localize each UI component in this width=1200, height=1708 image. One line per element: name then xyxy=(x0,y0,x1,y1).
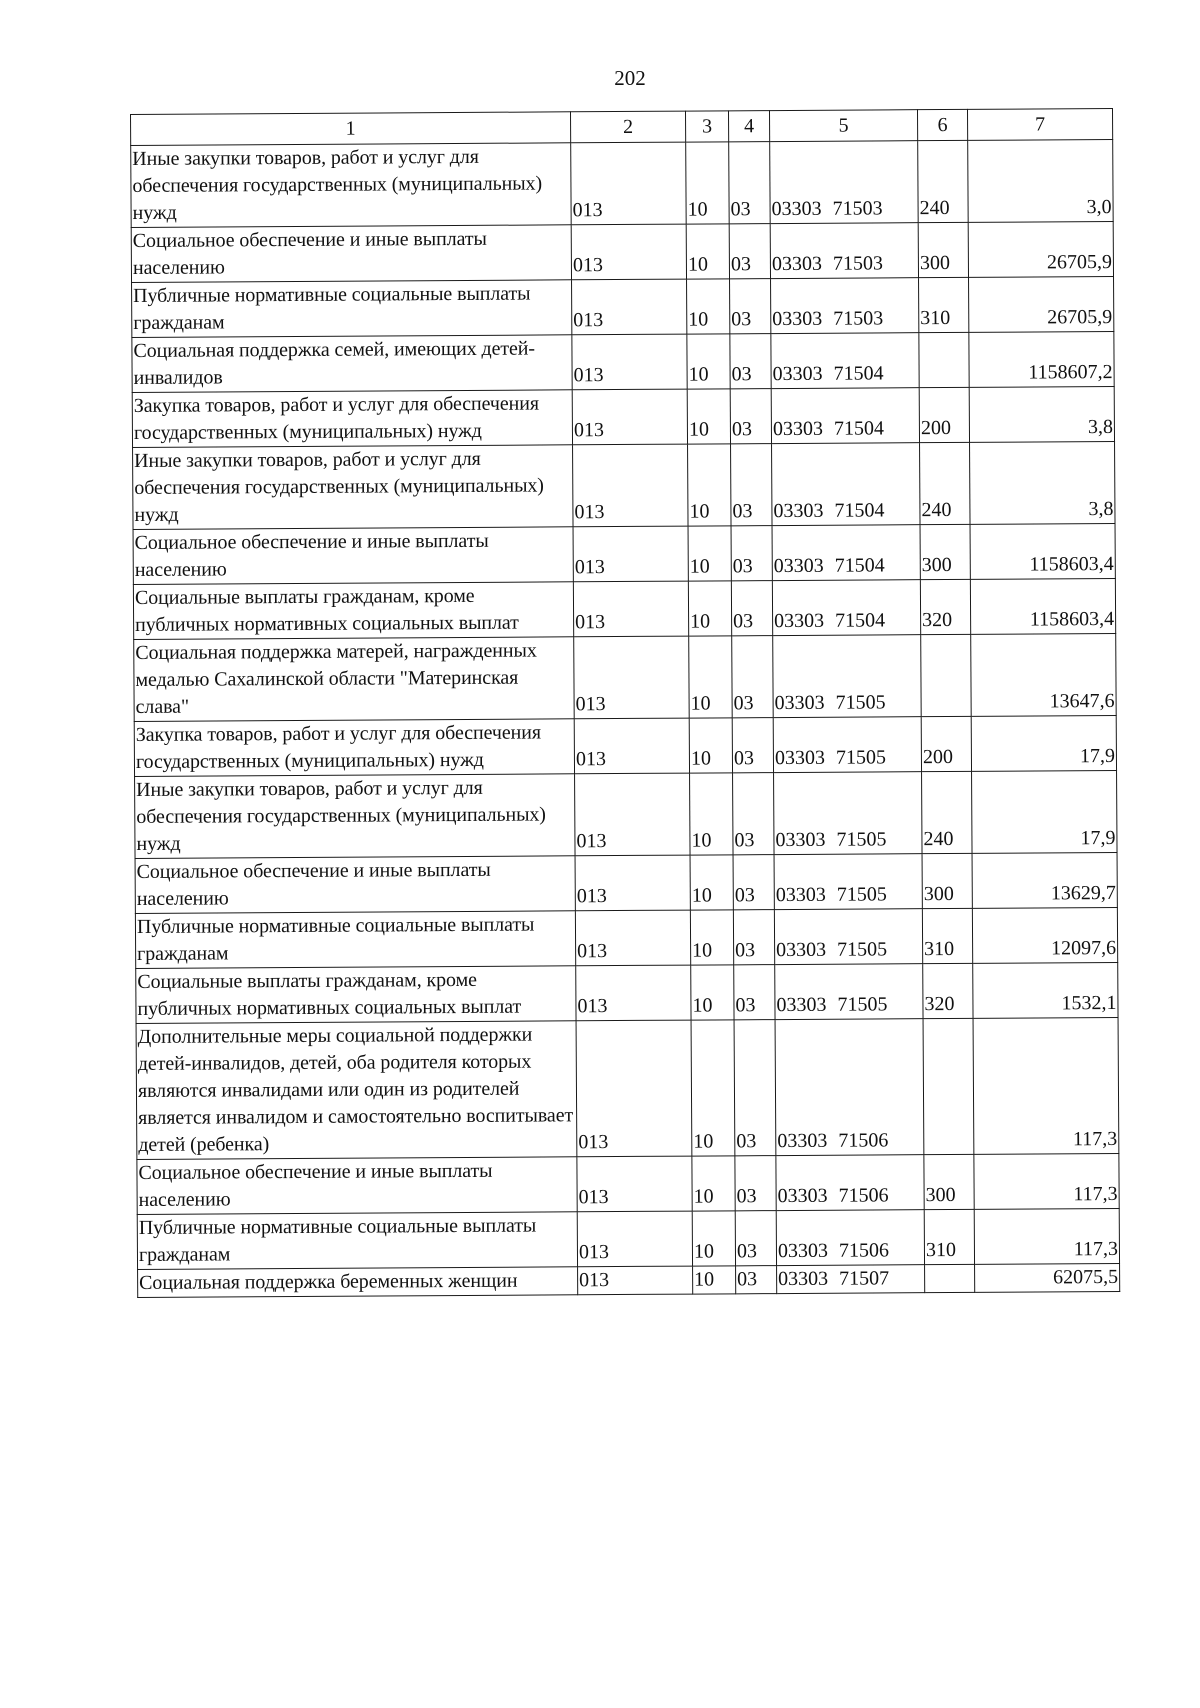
row-target-article-cell: 03303 71504 xyxy=(771,388,919,444)
row-section-cell: 10 xyxy=(686,142,730,224)
row-subsection-cell: 03 xyxy=(731,526,772,581)
row-expense-type-cell: 240 xyxy=(920,442,971,524)
row-section-cell: 10 xyxy=(691,1020,735,1156)
row-subsection-cell: 03 xyxy=(733,855,774,910)
row-ministry-cell: 013 xyxy=(574,718,689,774)
table-row xyxy=(132,331,1114,392)
table-row xyxy=(136,962,1118,1023)
row-expense-type-cell xyxy=(919,332,969,387)
row-name-cell: Публичные нормативные социальные выплаты гражданам xyxy=(132,280,572,338)
table-row xyxy=(135,907,1117,968)
column-header: 4 xyxy=(728,111,769,142)
row-subsection-cell: 03 xyxy=(729,224,770,279)
row-ministry-cell: 013 xyxy=(572,389,687,445)
row-name-cell: Иные закупки товаров, работ и услуг для обеспечения государственных (муниципальных) нужд xyxy=(131,143,571,228)
table-row xyxy=(137,1153,1119,1214)
row-target-article-cell: 03303 71506 xyxy=(775,1019,924,1156)
row-expense-type-cell xyxy=(921,634,972,716)
row-section-cell: 10 xyxy=(690,855,733,910)
row-ministry-cell: 013 xyxy=(571,142,686,225)
row-target-article-cell: 03303 71506 xyxy=(776,1155,924,1211)
row-amount-cell: 17,9 xyxy=(971,715,1116,771)
table-row xyxy=(133,441,1115,529)
table-row xyxy=(132,276,1114,337)
column-header: 7 xyxy=(967,108,1112,140)
row-subsection-cell: 03 xyxy=(732,718,773,773)
row-amount-cell: 62075,5 xyxy=(975,1263,1120,1292)
row-subsection-cell: 03 xyxy=(731,581,772,636)
table-row xyxy=(132,386,1114,447)
row-target-article-cell: 03303 71507 xyxy=(777,1265,925,1294)
row-section-cell: 10 xyxy=(686,224,729,279)
row-expense-type-cell: 310 xyxy=(919,277,969,332)
row-name-cell: Иные закупки товаров, работ и услуг для обеспечения государственных (муниципальных) нужд xyxy=(133,445,573,530)
row-expense-type-cell: 200 xyxy=(921,716,971,771)
row-expense-type-cell: 300 xyxy=(924,1154,974,1209)
row-name-cell: Иные закупки товаров, работ и услуг для обеспечения государственных (муниципальных) нужд xyxy=(135,774,575,859)
row-ministry-cell: 013 xyxy=(576,965,691,1021)
row-amount-cell: 26705,9 xyxy=(969,276,1114,332)
row-section-cell: 10 xyxy=(689,636,733,718)
row-section-cell: 10 xyxy=(687,334,730,389)
row-expense-type-cell: 300 xyxy=(922,853,972,908)
row-section-cell: 10 xyxy=(688,444,732,526)
row-target-article-cell: 03303 71503 xyxy=(771,278,919,334)
row-amount-cell: 17,9 xyxy=(972,770,1117,853)
row-amount-cell: 117,3 xyxy=(974,1153,1119,1209)
row-target-article-cell: 03303 71503 xyxy=(770,141,918,224)
row-expense-type-cell: 300 xyxy=(920,524,970,579)
row-subsection-cell: 03 xyxy=(733,910,774,965)
row-name-cell: Социальные выплаты гражданам, кроме публичных нормативных социальных выплат xyxy=(136,966,576,1024)
table-row xyxy=(134,633,1116,721)
row-expense-type-cell: 320 xyxy=(923,963,973,1018)
row-expense-type-cell: 240 xyxy=(922,771,972,853)
row-section-cell: 10 xyxy=(693,1266,736,1294)
row-target-article-cell: 03303 71505 xyxy=(774,772,922,855)
row-name-cell: Социальное обеспечение и иные выплаты населению xyxy=(135,856,575,914)
row-amount-cell: 3,8 xyxy=(969,386,1114,442)
page-number: 202 xyxy=(614,66,646,90)
row-ministry-cell: 013 xyxy=(572,334,687,390)
row-target-article-cell: 03303 71504 xyxy=(772,580,920,636)
row-name-cell: Закупка товаров, работ и услуг для обеспечения государственных (муниципальных) нужд xyxy=(134,719,574,777)
row-amount-cell: 13647,6 xyxy=(971,633,1116,716)
table-row xyxy=(133,523,1115,584)
row-expense-type-cell: 310 xyxy=(922,908,972,963)
row-expense-type-cell: 200 xyxy=(919,387,969,442)
row-subsection-cell: 03 xyxy=(730,334,771,389)
table-row xyxy=(135,770,1117,858)
row-target-article-cell: 03303 71505 xyxy=(774,854,922,910)
row-amount-cell: 1532,1 xyxy=(973,962,1118,1018)
row-amount-cell: 117,3 xyxy=(973,1017,1119,1154)
column-header: 5 xyxy=(769,110,917,142)
table-row xyxy=(137,1208,1119,1269)
row-section-cell: 10 xyxy=(689,718,732,773)
row-subsection-cell: 03 xyxy=(735,1211,776,1266)
row-amount-cell: 1158603,4 xyxy=(970,523,1115,579)
row-subsection-cell: 03 xyxy=(729,142,771,224)
row-ministry-cell: 013 xyxy=(573,526,688,582)
row-ministry-cell: 013 xyxy=(575,773,690,856)
row-target-article-cell: 03303 71504 xyxy=(771,333,919,389)
row-section-cell: 10 xyxy=(688,581,731,636)
row-expense-type-cell: 240 xyxy=(918,140,968,222)
row-section-cell: 10 xyxy=(687,279,730,334)
table-row xyxy=(138,1263,1120,1297)
row-name-cell: Публичные нормативные социальные выплаты гражданам xyxy=(135,911,575,969)
row-target-article-cell: 03303 71504 xyxy=(772,443,920,526)
budget-table xyxy=(130,108,1120,1298)
table-row xyxy=(136,1017,1119,1159)
row-section-cell: 10 xyxy=(688,526,731,581)
row-target-article-cell: 03303 71505 xyxy=(773,635,921,718)
row-name-cell: Социальное обеспечение и иные выплаты населению xyxy=(137,1157,577,1215)
row-section-cell: 10 xyxy=(691,965,734,1020)
row-ministry-cell: 013 xyxy=(572,279,687,335)
row-ministry-cell: 013 xyxy=(573,444,688,527)
row-ministry-cell: 013 xyxy=(575,855,690,911)
row-amount-cell: 1158607,2 xyxy=(969,331,1114,387)
row-amount-cell: 3,8 xyxy=(970,441,1115,524)
row-ministry-cell: 013 xyxy=(577,1156,692,1212)
column-header: 1 xyxy=(131,112,571,146)
row-target-article-cell: 03303 71505 xyxy=(773,717,921,773)
row-name-cell: Социальная поддержка семей, имеющих детей-инвалидов xyxy=(132,335,572,393)
row-amount-cell: 26705,9 xyxy=(968,221,1113,277)
table-body xyxy=(131,139,1120,1297)
row-ministry-cell: 013 xyxy=(577,1211,692,1267)
row-subsection-cell: 03 xyxy=(732,636,774,718)
table-row xyxy=(131,221,1113,282)
row-section-cell: 10 xyxy=(690,910,733,965)
row-expense-type-cell xyxy=(923,1018,974,1154)
row-section-cell: 10 xyxy=(692,1211,735,1266)
row-name-cell: Публичные нормативные социальные выплаты гражданам xyxy=(137,1212,577,1270)
column-header: 6 xyxy=(917,109,967,140)
row-subsection-cell: 03 xyxy=(735,1156,776,1211)
row-ministry-cell: 013 xyxy=(576,1020,692,1157)
row-expense-type-cell xyxy=(925,1264,975,1292)
row-amount-cell: 13629,7 xyxy=(972,852,1117,908)
row-amount-cell: 117,3 xyxy=(974,1208,1119,1264)
column-header: 2 xyxy=(570,111,685,143)
row-expense-type-cell: 310 xyxy=(924,1209,974,1264)
row-subsection-cell: 03 xyxy=(730,389,771,444)
table-row xyxy=(131,139,1113,227)
row-expense-type-cell: 300 xyxy=(918,222,968,277)
row-target-article-cell: 03303 71505 xyxy=(775,964,923,1020)
row-amount-cell: 12097,6 xyxy=(972,907,1117,963)
column-header: 3 xyxy=(685,111,728,142)
table-row xyxy=(134,715,1116,776)
row-name-cell: Социальная поддержка беременных женщин xyxy=(138,1267,578,1298)
row-ministry-cell: 013 xyxy=(578,1266,693,1295)
row-section-cell: 10 xyxy=(687,389,730,444)
row-name-cell: Социальная поддержка матерей, награжденных медалью Сахалинской области "Материнская слава" xyxy=(134,637,574,722)
table-row xyxy=(133,578,1115,639)
row-subsection-cell: 03 xyxy=(734,1020,776,1156)
row-ministry-cell: 013 xyxy=(574,636,689,719)
row-name-cell: Социальные выплаты гражданам, кроме публичных нормативных социальных выплат xyxy=(133,582,573,640)
row-ministry-cell: 013 xyxy=(573,581,688,637)
row-subsection-cell: 03 xyxy=(730,279,771,334)
row-expense-type-cell: 320 xyxy=(920,579,970,634)
row-subsection-cell: 03 xyxy=(731,444,773,526)
row-ministry-cell: 013 xyxy=(571,224,686,280)
row-section-cell: 10 xyxy=(692,1156,735,1211)
row-name-cell: Закупка товаров, работ и услуг для обеспечения государственных (муниципальных) нужд xyxy=(132,390,572,448)
row-subsection-cell: 03 xyxy=(733,773,775,855)
row-subsection-cell: 03 xyxy=(736,1266,777,1294)
row-ministry-cell: 013 xyxy=(575,910,690,966)
row-target-article-cell: 03303 71505 xyxy=(774,909,922,965)
row-target-article-cell: 03303 71503 xyxy=(770,223,918,279)
row-name-cell: Социальное обеспечение и иные выплаты населению xyxy=(133,527,573,585)
row-name-cell: Дополнительные меры социальной поддержки детей-инвалидов, детей, оба родителя которых являются инвалидами или один из родителей является инвалидом и самостоятельно воспитывает детей (ребенка) xyxy=(136,1021,577,1160)
row-amount-cell: 1158603,4 xyxy=(970,578,1115,634)
row-target-article-cell: 03303 71506 xyxy=(776,1210,924,1266)
row-subsection-cell: 03 xyxy=(734,965,775,1020)
row-amount-cell: 3,0 xyxy=(968,139,1113,222)
row-target-article-cell: 03303 71504 xyxy=(772,525,920,581)
row-name-cell: Социальное обеспечение и иные выплаты населению xyxy=(131,225,571,283)
table-row xyxy=(135,852,1117,913)
row-section-cell: 10 xyxy=(690,773,734,855)
